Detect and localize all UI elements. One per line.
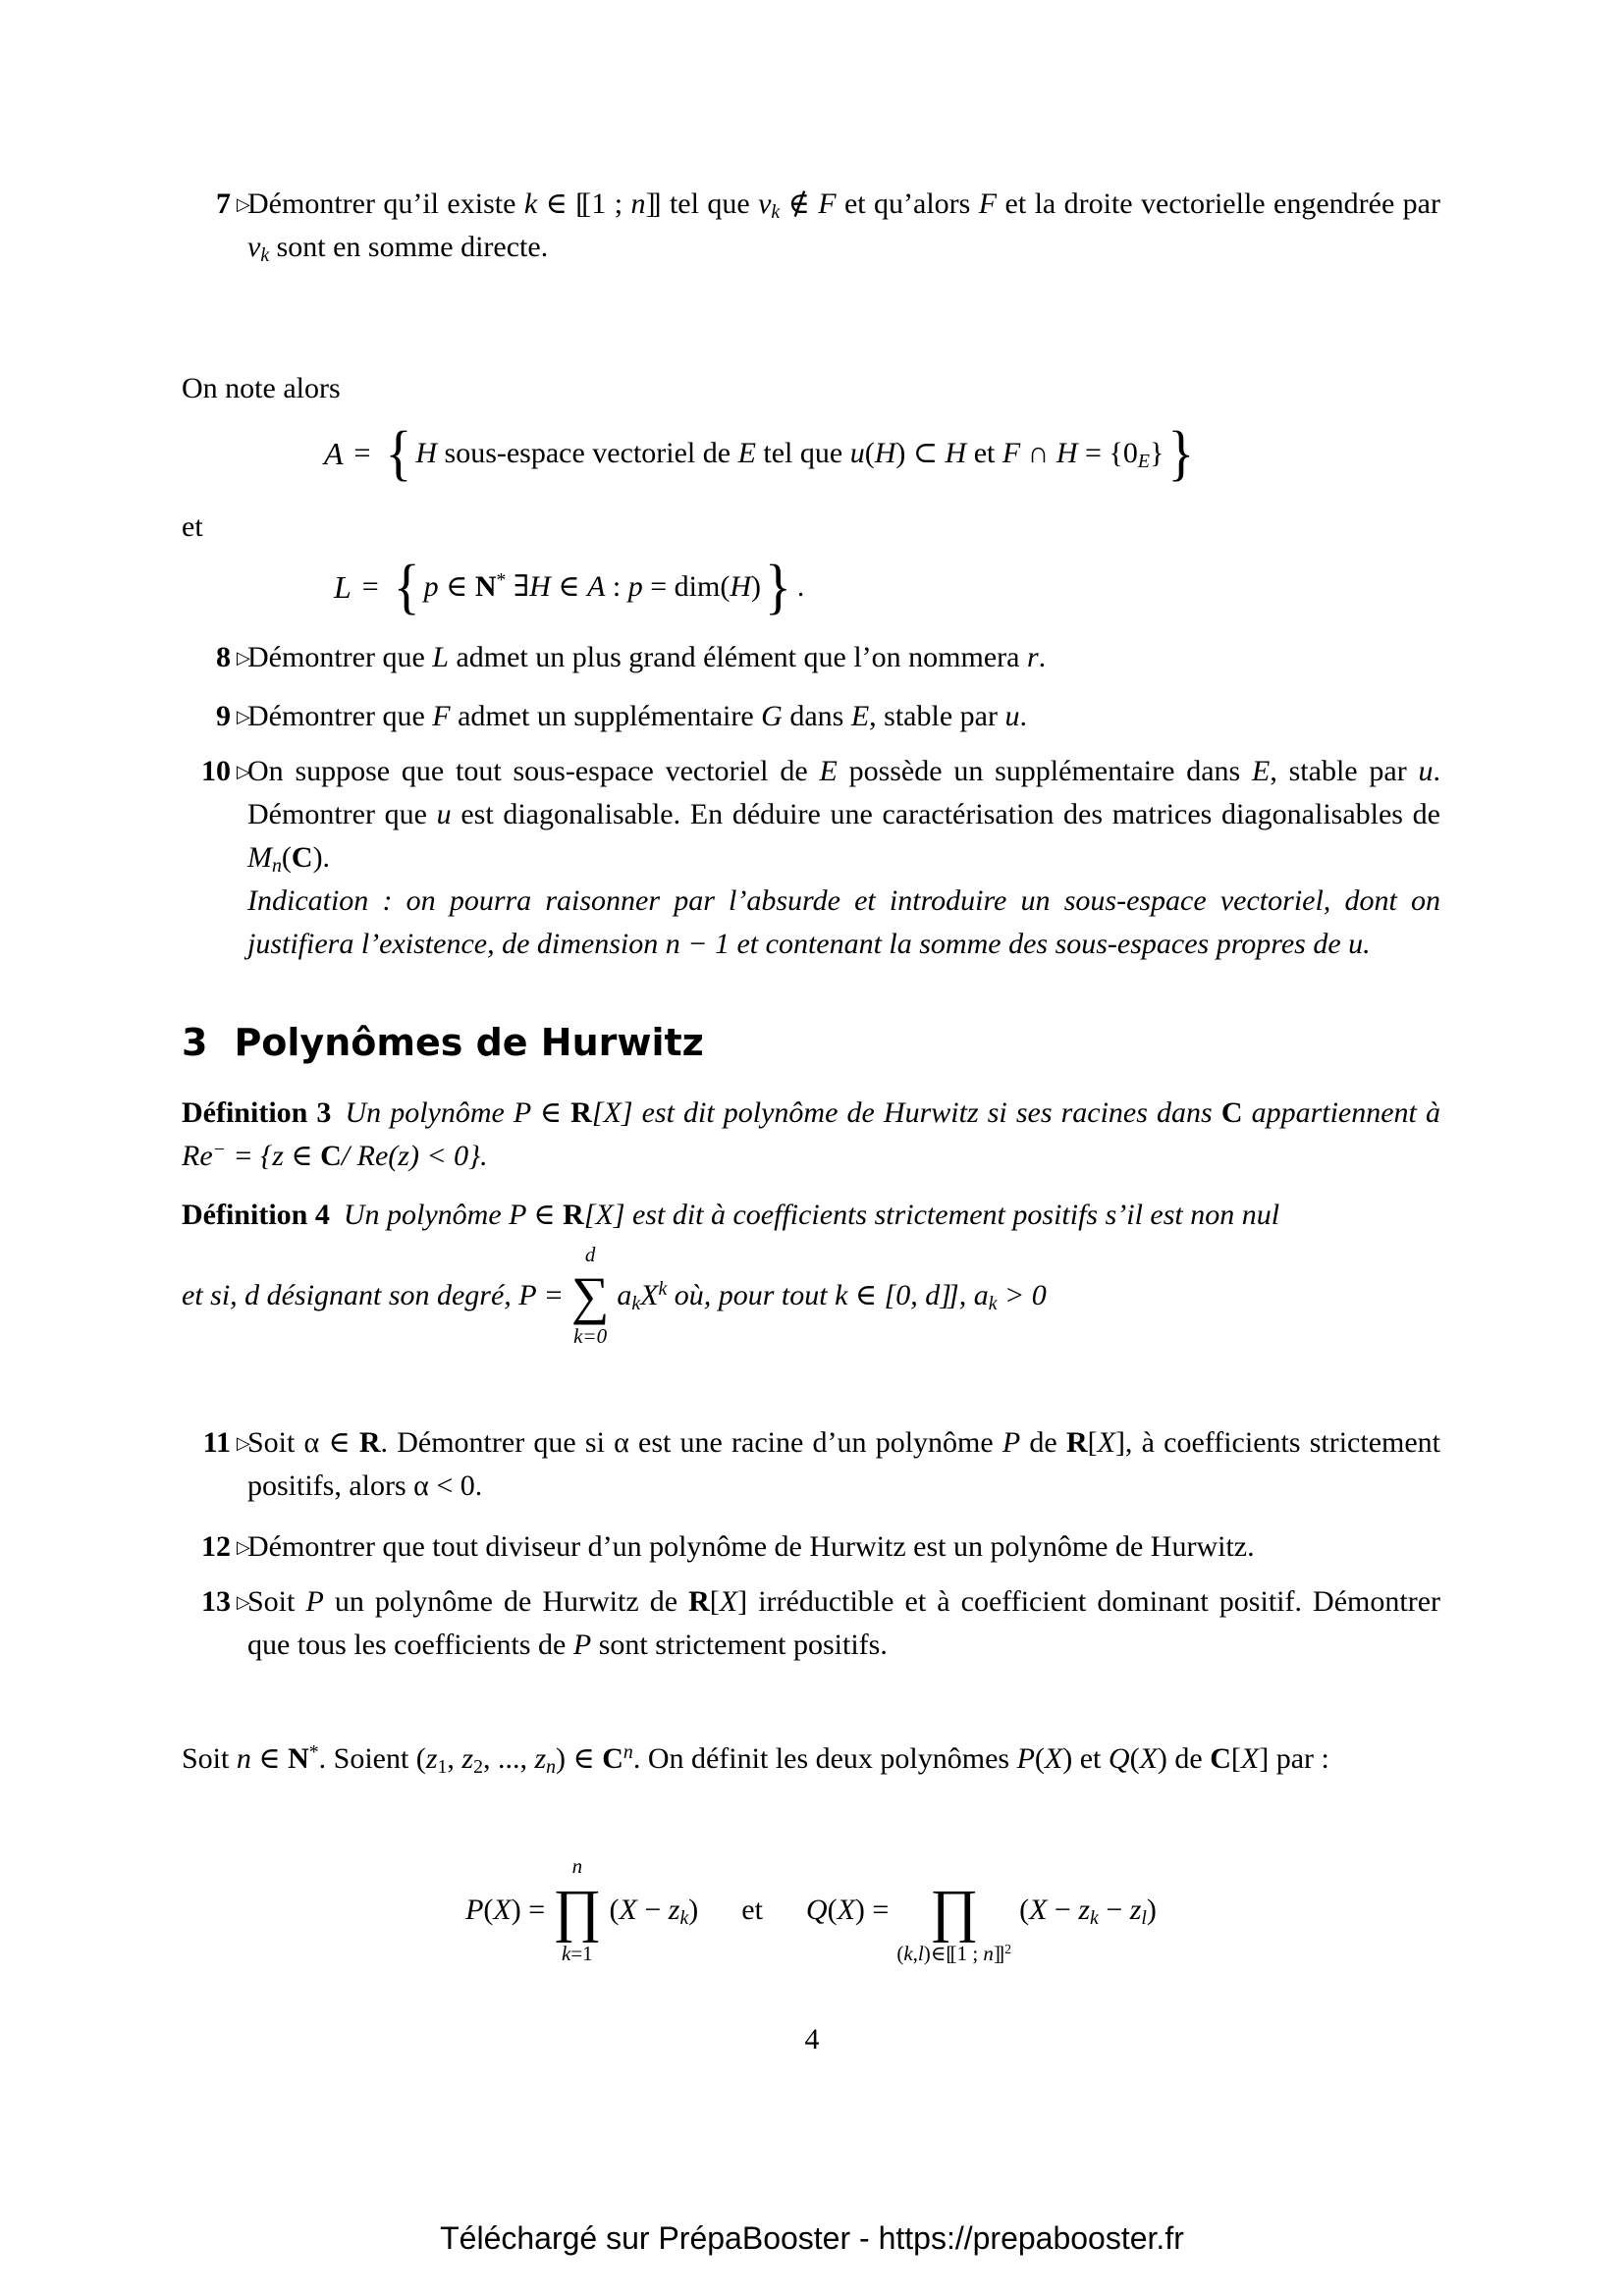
item-number: 9 [216,700,231,732]
sum-lower-bound: k=0 [573,1324,608,1348]
display-formula-set-A [324,416,1198,491]
item-text: Démontrer que L admet un plus grand élément que l’on nommera r. [247,641,1047,673]
section-heading [182,1021,1440,1064]
left-brace: { [385,419,412,488]
formula-body: H sous-espace vectoriel de E tel que u(H) ⊂ H et F ∩ $H = \{0_E\}$ [415,437,1164,472]
product-operator-icon: ∏ [930,1878,979,1943]
sum-operator-icon: ∑ [570,1266,610,1325]
exercise-item-12 [182,1525,1440,1569]
formula-lhs-cal-L: L [334,569,352,605]
definition-label: Définition 3 [182,1096,332,1129]
exercise-item-7 [182,183,1440,269]
formula-connector-et: et [741,1894,763,1926]
item-text: Démontrer que tout diviseur d’un polynôme de Hurwitz est un polynôme de Hurwitz. [247,1530,1255,1563]
item-marker-triangle: ▷ [237,707,250,727]
formula-body: p ∈ N* ∃H ∈ A : p = dim(H) [423,569,761,603]
item-text: On suppose que tout sous-espace vectoriel de E possède un supplémentaire dans E, stable par u. Démontrer que u est diagonalisable. En déduire une caractérisation des matrices diagonalisables de $M_n(C)$. [247,755,1440,877]
definition-label: Définition 4 [182,1199,330,1231]
definition-4 [182,1194,1440,1349]
item-number: 12 [201,1530,231,1563]
product-upper-bound: n [571,1854,583,1878]
paragraph-et: et [182,510,203,543]
right-brace: } [765,553,791,621]
item-marker-triangle: ▷ [237,1592,250,1613]
item-marker-triangle: ▷ [237,1433,250,1454]
definition-3 [182,1092,1440,1178]
formula-q-body: $(X - z_k - z_l)$ [1019,1894,1157,1929]
definition-body: Un polynôme P ∈ R[X] est dit polynôme de Hurwitz si ses racines dans C appartiennent à Re− = {z ∈ C/ Re(z) < 0}. [182,1096,1440,1172]
item-text: Démontrer qu’il existe k ∈ [[ 1 ; n]] tel que $v_k$ ∉ F et qu’alors F et la droite vectorielle engendrée par $v_k$ sont en somme directe. [247,187,1440,266]
formula-lhs-cal-A: A [324,436,344,471]
page-number: 4 [804,2023,820,2056]
right-brace: } [1167,419,1195,488]
definition-line2 [182,1243,1440,1349]
formula-q-lhs: Q(X) = [805,1894,890,1926]
product-construct-q [896,1854,1011,1966]
item-text: Démontrer que F admet un supplémentaire G dans E, stable par u. [247,700,1027,732]
product-construct-p [553,1854,601,1966]
formula-p-lhs: P(X) = [465,1894,546,1926]
display-formula-pq [182,1842,1440,1979]
item-number: 7 [216,187,231,220]
sum-upper-bound: d [584,1243,596,1266]
equals-sign: = [353,437,371,469]
paragraph-intro-pq: Soit n ∈ N*. Soient ($z_1$, $z_2$, ..., $z_n$) ∈ $C^n$. On définit les deux polynômes P(X) et Q(X) de C[X] par : [182,1741,1329,1778]
product-lower-bound: (k,l)∈[[ 1 ; n]] $^2$ [896,1942,1012,1965]
formula-period: . [796,570,805,603]
item-marker-triangle: ▷ [237,762,250,782]
product-operator-icon: ∏ [553,1878,602,1943]
definition-body: Un polynôme P ∈ R[X] est dit à coefficients strictement positifs s’il est non nul [343,1199,1280,1231]
section-number: 3 [182,1021,208,1064]
sum-construct [571,1243,610,1349]
formula-p-body: $(X - z_k)$ [609,1894,699,1929]
item-number: 11 [202,1426,231,1459]
definition-line2-post: $a_kX^k$ où, pour tout k ∈ [0, d]] , $a_k > 0$ [617,1278,1047,1314]
definition-line1 [182,1194,1440,1237]
section-title: Polynômes de Hurwitz [234,1021,704,1064]
exercise-item-13 [182,1580,1440,1667]
product-lower-bound: k=1 [562,1942,593,1965]
left-brace: { [393,553,420,621]
exercise-item-10 [182,750,1440,966]
paragraph-on-note-alors: On note alors [182,372,341,404]
item-number: 10 [201,755,231,787]
item-marker-triangle: ▷ [237,1537,250,1558]
item-marker-triangle: ▷ [237,194,250,215]
exercise-item-11 [182,1421,1440,1508]
item-text: Soit α ∈ R. Démontrer que si α est une racine d’un polynôme P de R[X], à coefficients strictement positifs, alors α < 0. [247,1426,1440,1502]
equals-sign: = [361,570,379,603]
item-text: Soit P un polynôme de Hurwitz de R[X] irréductible et à coefficient dominant positif. Démontrer que tous les coefficients de P sont strictement positifs. [247,1585,1440,1661]
item-number: 8 [216,641,231,673]
definition-line2-pre: et si, d désignant son degré, P = [182,1279,564,1311]
item-marker-triangle: ▷ [237,648,250,668]
exercise-item-8 [182,636,1440,679]
item-indication: Indication : on pourra raisonner par l’absurde et introduire un sous-espace vectoriel, dont on justifiera l’existence, de dimension n − 1 et contenant la somme des sous-espaces propres de u. [247,884,1440,960]
display-formula-set-L [334,550,804,624]
exercise-item-9 [182,695,1440,738]
footer-credit: Téléchargé sur PrépaBooster - https://prepabooster.fr [440,2220,1184,2256]
item-number: 13 [201,1585,231,1618]
